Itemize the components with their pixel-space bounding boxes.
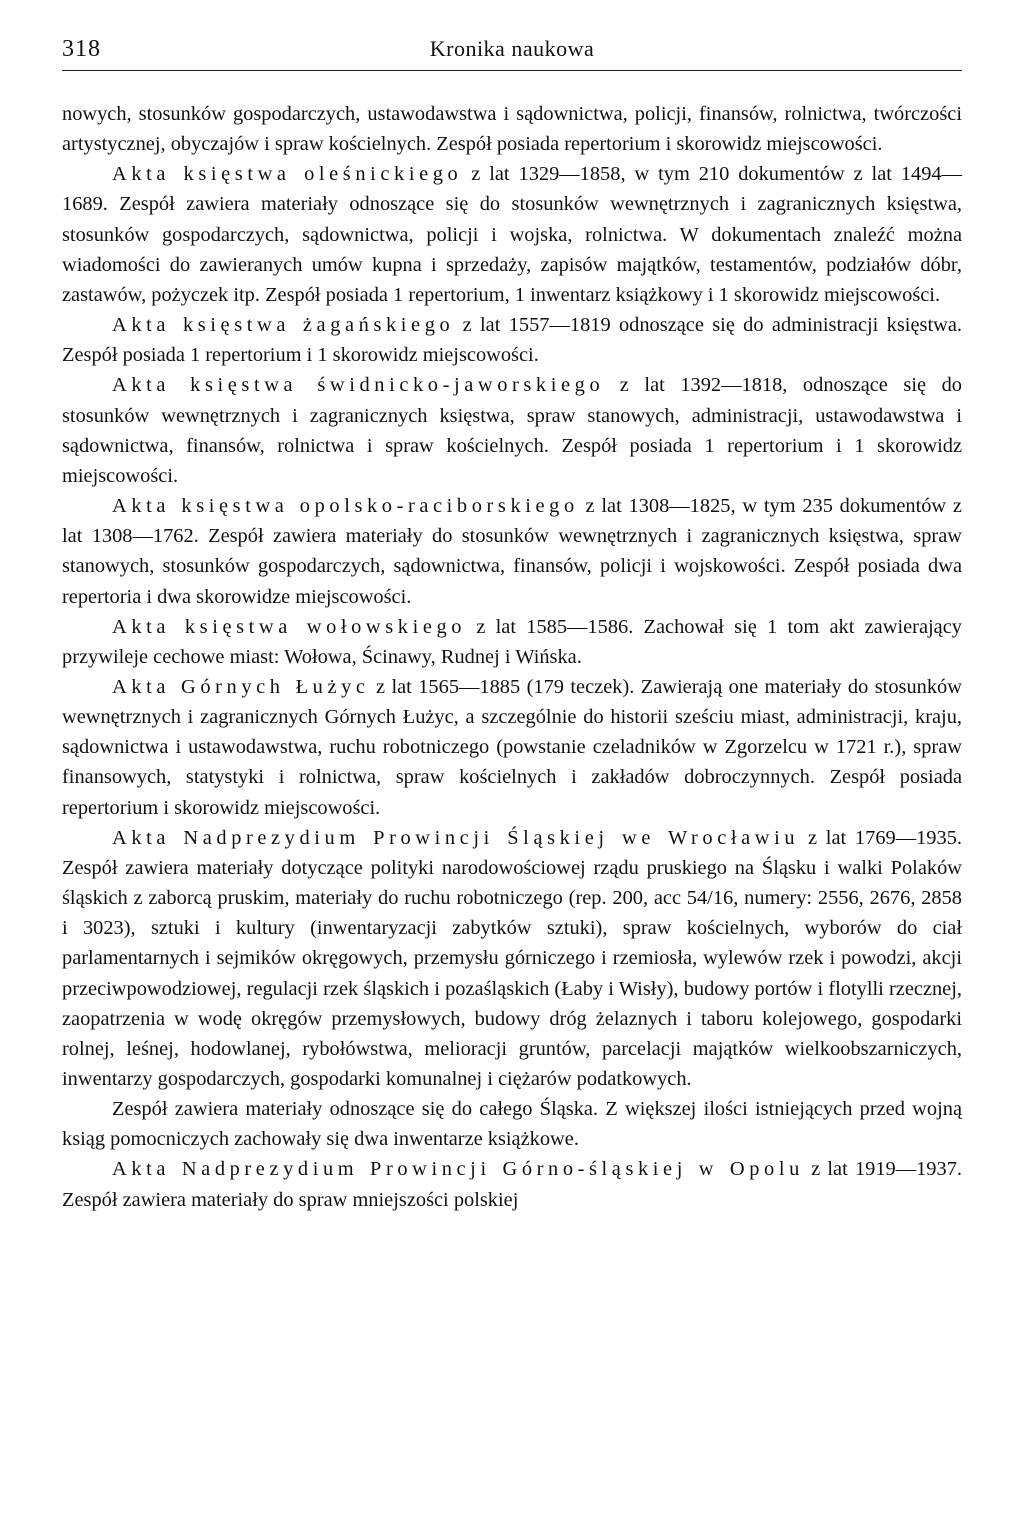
body-text bbox=[62, 99, 962, 1215]
paragraph-text: z lat 1919—1937. Zespół zawiera materiały do spraw mniejszości polskiej bbox=[62, 1158, 962, 1211]
running-title: Kronika naukowa bbox=[429, 36, 595, 61]
fonds-title: Akta Nadprezydium Prowincji Śląskiej we Wrocławiu bbox=[112, 826, 800, 849]
fonds-title: Akta księstwa świdnicko-jaworskiego bbox=[112, 374, 605, 397]
fonds-title: Akta księstwa oleśnickiego bbox=[112, 163, 463, 186]
paragraph-text: z lat 1585—1586. Zachował się 1 tom akt zawierający przywileje cechowe miast: Wołowa, Ścinawy, Rudnej i Wińska. bbox=[62, 615, 962, 668]
fonds-title: Akta Górnych Łużyc bbox=[112, 675, 370, 698]
fonds-title: Akta księstwa opolsko-raciborskiego bbox=[112, 495, 579, 518]
paragraph-text: z lat 1329—1858, w tym 210 dokumentów z lat 1494—1689. Zespół zawiera materiały odnoszące się do stosunków wewnętrznych i zagranicznych księstwa, stosunków gospodarczych, sądownictwa, policji i wojska, rolnictwa. W dokumentach znaleźć można wiadomości do zawieranych umów kupna i sprzedaży, zapisów majątków, testamentów, podziałów dóbr, zastawów, pożyczek itp. Zespół posiada 1 repertorium, 1 inwentarz książkowy i 1 skorowidz miejscowości. bbox=[62, 163, 962, 306]
fonds-title: Akta Nadprezydium Prowincji Górno-śląskiej w Opolu bbox=[112, 1158, 804, 1181]
running-header bbox=[62, 30, 962, 71]
paragraph-akta-nadprezydium-slaskiej bbox=[62, 823, 962, 1094]
paragraph-akta-olesnickiego bbox=[62, 159, 962, 310]
paragraph-text: z lat 1769—1935. Zespół zawiera materiały dotyczące polityki narodowościowej rządu pruskiego na Śląsku i walki Polaków śląskich z zaborcą pruskim, materiały do ruchu robotniczego (rep. 200, acc 54/16, numery: 2556, 2676, 2858 i 3023), sztuki i kultury (inwentaryzacji zabytków sztuki), spraw kościelnych, wyborów do ciał parlamentarnych i sejmików okręgowych, przemysłu górniczego i rzemiosła, wylewów rzek i powodzi, akcji przeciwpowodziowej, regulacji rzek śląskich i pozaśląskich (Łaby i Wisły), budowy portów i flotylli rzecznej, zaopatrzenia w wodę okręgów przemysłowych, budowy dróg żelaznych i taboru kolejowego, gospodarki rolnej, leśnej, hodowlanej, rybołówstwa, melioracji gruntów, parcelacji majątków wielkoobszarniczych, inwentarzy gospodarczych, gospodarki komunalnej i ciężarów podatkowych. bbox=[62, 826, 962, 1090]
fonds-title: Akta księstwa wołowskiego bbox=[112, 615, 467, 638]
document-page bbox=[62, 30, 962, 1215]
paragraph-text: nowych, stosunków gospodarczych, ustawodawstwa i sądownictwa, policji, finansów, rolnictwa, twórczości artystycznej, obyczajów i spraw kościelnych. Zespół posiada repertorium i skorowidz miejscowości. bbox=[62, 103, 962, 156]
paragraph-akta-wolowskiego bbox=[62, 612, 962, 672]
paragraph-text: z lat 1392—1818, odnoszące się do stosunków wewnętrznych i zagranicznych księstwa, spraw stanowych, administracji, ustawodawstwa i sądownictwa, finansów, rolnictwa i spraw kościelnych. Zespół posiada 1 repertorium i 1 skorowidz miejscowości. bbox=[62, 374, 962, 487]
paragraph-text: z lat 1565—1885 (179 teczek). Zawierają one materiały do stosunków wewnętrznych i zagranicznych Górnych Łużyc, a szczególnie do historii sześciu miast, administracji, kraju, sądownictwa i ustawodawstwa, ruchu robotniczego (powstanie czeladników w Zgorzelcu w 1721 r.), spraw finansowych, statystyki i rolnictwa, spraw kościelnych i zakładów dobroczynnych. Zespół posiada repertorium i skorowidz miejscowości. bbox=[62, 675, 962, 819]
fonds-title: Akta księstwa żagańskiego bbox=[112, 314, 455, 337]
paragraph-zespol-slaska bbox=[62, 1094, 962, 1154]
paragraph-text: z lat 1557—1819 odnoszące się do administracji księstwa. Zespół posiada 1 repertorium i 1 skorowidz miejscowości. bbox=[62, 314, 962, 367]
paragraph-akta-zaganskiego bbox=[62, 310, 962, 370]
paragraph-akta-gornych-luzyc bbox=[62, 672, 962, 823]
paragraph-continuation bbox=[62, 99, 962, 159]
paragraph-akta-swidnicko-jaworskiego bbox=[62, 370, 962, 491]
paragraph-akta-opolsko-raciborskiego bbox=[62, 491, 962, 612]
paragraph-text: Zespół zawiera materiały odnoszące się do całego Śląska. Z większej ilości istniejących przed wojną ksiąg pomocniczych zachowały się dwa inwentarze książkowe. bbox=[62, 1098, 962, 1151]
page-number: 318 bbox=[62, 36, 101, 62]
paragraph-text: z lat 1308—1825, w tym 235 dokumentów z lat 1308—1762. Zespół zawiera materiały do stosunków wewnętrznych i zagranicznych księstwa, spraw stanowych, stosunków gospodarczych, sądownictwa, finansów, policji i wojskowości. Zespół posiada dwa repertoria i dwa skorowidze miejscowości. bbox=[62, 495, 962, 608]
paragraph-akta-nadprezydium-gornoslaskiej bbox=[62, 1154, 962, 1214]
